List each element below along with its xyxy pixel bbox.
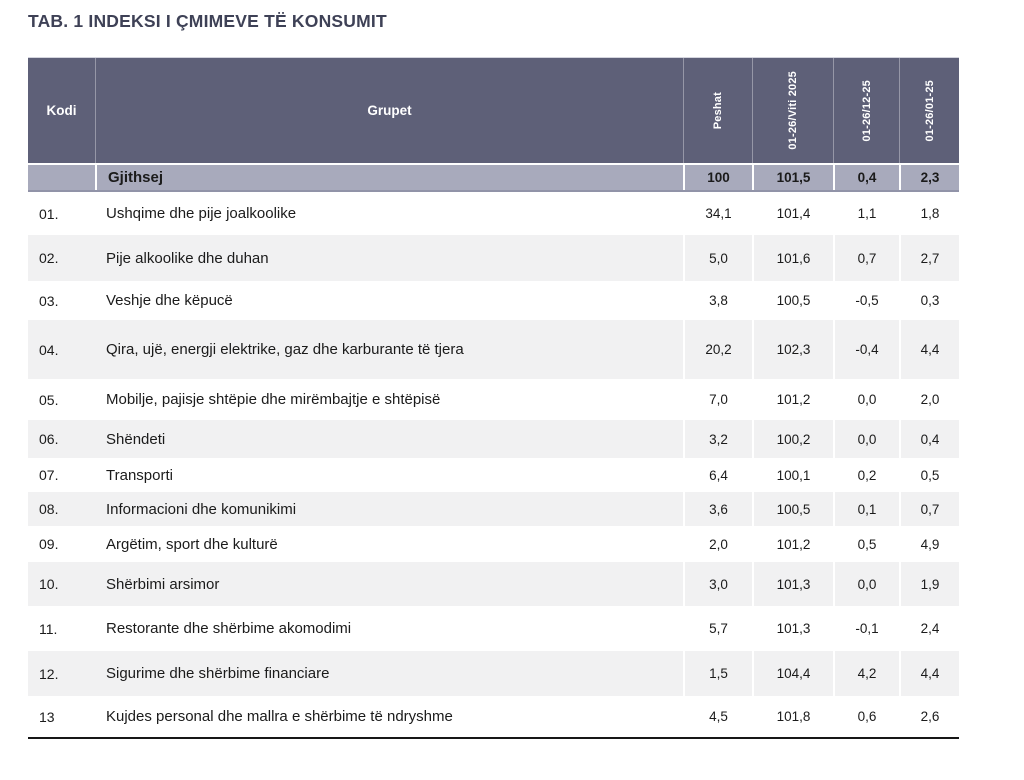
- cell-peshat: 3,2: [683, 420, 752, 458]
- cell-viti: 101,3: [752, 562, 833, 606]
- cell-m01: 2,4: [899, 606, 959, 651]
- cell-m12: -0,4: [833, 320, 899, 379]
- header-label-index-vs-prev-month: 01-26/12-25: [860, 79, 873, 142]
- cell-viti: 100,1: [752, 458, 833, 492]
- cell-viti: 101,3: [752, 606, 833, 651]
- cell-kodi: 11.: [39, 620, 58, 637]
- cell-viti: 102,3: [752, 320, 833, 379]
- cell-m12: -0,5: [833, 281, 899, 320]
- cell-m01: 0,7: [899, 492, 959, 526]
- header-label-kodi: Kodi: [46, 103, 77, 118]
- cell-grupet: Pije alkoolike dhe duhan: [106, 249, 269, 267]
- cell-m01: 2,6: [899, 696, 959, 737]
- table-row: [28, 320, 959, 379]
- cell-kodi: 05.: [39, 391, 59, 408]
- total-cell-grupet: Gjithsej: [95, 165, 683, 190]
- table-row: [28, 420, 959, 458]
- cell-peshat: 34,1: [683, 192, 752, 235]
- page-title: TAB. 1 INDEKSI I ÇMIMEVE TË KONSUMIT: [28, 11, 387, 31]
- cell-m01: 0,3: [899, 281, 959, 320]
- total-cell-kodi: [28, 165, 95, 190]
- cell-peshat: 6,4: [683, 458, 752, 492]
- cell-grupet: Transporti: [106, 466, 173, 484]
- cell-kodi: 01.: [39, 205, 59, 222]
- cell-viti: 101,6: [752, 235, 833, 281]
- header-cell-grupet: [95, 58, 683, 163]
- cell-viti: 100,5: [752, 492, 833, 526]
- cell-grupet: Argëtim, sport dhe kulturë: [106, 535, 278, 553]
- cell-kodi: 08.: [39, 501, 59, 517]
- cell-kodi: 02.: [39, 250, 59, 266]
- cell-grupet: Kujdes personal dhe mallra e shërbime të ndryshme: [106, 708, 453, 725]
- cell-grupet: Restorante dhe shërbime akomodimi: [106, 620, 352, 637]
- cell-m01: 2,7: [899, 235, 959, 281]
- cell-grupet: Shëndeti: [106, 430, 166, 448]
- cell-m12: 0,0: [833, 562, 899, 606]
- cell-peshat: 5,7: [683, 606, 752, 651]
- header-cell-index-vs-prev-month: [833, 58, 899, 163]
- table-row: [28, 651, 959, 696]
- cell-m01: 2,0: [899, 379, 959, 420]
- cell-kodi: 07.: [39, 467, 59, 483]
- cell-m12: 0,6: [833, 696, 899, 737]
- cell-m12: 0,7: [833, 235, 899, 281]
- cell-peshat: 20,2: [683, 320, 752, 379]
- table-row: [28, 492, 959, 526]
- table-row: [28, 235, 959, 281]
- cell-m01: 4,4: [899, 651, 959, 696]
- table-header-row: [28, 57, 959, 163]
- cell-grupet: Ushqime dhe pije joalkoolike: [106, 205, 297, 222]
- table-row: [28, 526, 959, 562]
- cell-m12: 1,1: [833, 192, 899, 235]
- table-row: [28, 606, 959, 651]
- cell-kodi: 09.: [39, 536, 59, 552]
- cell-viti: 104,4: [752, 651, 833, 696]
- cell-m12: 0,1: [833, 492, 899, 526]
- table-row: [28, 458, 959, 492]
- cell-grupet: Shërbimi arsimor: [106, 575, 220, 593]
- cell-m12: 4,2: [833, 651, 899, 696]
- table-row: [28, 192, 959, 235]
- cell-m12: 0,5: [833, 526, 899, 562]
- header-cell-peshat: [683, 58, 752, 163]
- table-row: [28, 562, 959, 606]
- header-label-grupet: Grupet: [367, 103, 412, 118]
- cell-m01: 1,8: [899, 192, 959, 235]
- total-row: [28, 163, 959, 192]
- cell-m12: -0,1: [833, 606, 899, 651]
- cell-kodi: 04.: [39, 341, 59, 358]
- cell-m01: 0,5: [899, 458, 959, 492]
- header-cell-index-vs-year: [752, 58, 833, 163]
- cell-viti: 101,4: [752, 192, 833, 235]
- header-cell-kodi: [28, 58, 95, 163]
- cell-peshat: 4,5: [683, 696, 752, 737]
- cell-peshat: 1,5: [683, 651, 752, 696]
- cell-viti: 101,2: [752, 526, 833, 562]
- total-cell-peshat: 100: [683, 165, 752, 190]
- cell-viti: 100,2: [752, 420, 833, 458]
- cell-grupet: Qira, ujë, energji elektrike, gaz dhe karburante të tjera: [106, 341, 464, 358]
- table-row: [28, 379, 959, 420]
- header-cell-index-vs-prev-jan: [899, 58, 959, 163]
- cpi-table: [28, 57, 959, 739]
- table-row: [28, 281, 959, 320]
- header-label-index-vs-year: 01-26/Viti 2025: [787, 71, 799, 150]
- cell-grupet: Mobilje, pajisje shtëpie dhe mirëmbajtje e shtëpisë: [106, 391, 441, 408]
- header-label-peshat: Peshat: [712, 91, 724, 130]
- cell-kodi: 12.: [39, 665, 59, 682]
- cell-kodi: 06.: [39, 431, 59, 447]
- cell-peshat: 2,0: [683, 526, 752, 562]
- cell-peshat: 5,0: [683, 235, 752, 281]
- cell-m01: 4,4: [899, 320, 959, 379]
- cell-kodi: 13: [39, 708, 55, 725]
- cell-kodi: 10.: [39, 576, 59, 592]
- cell-kodi: 03.: [39, 292, 59, 309]
- cell-m01: 4,9: [899, 526, 959, 562]
- total-cell-m01: 2,3: [899, 165, 959, 190]
- table-row: [28, 696, 959, 737]
- cell-peshat: 3,8: [683, 281, 752, 320]
- total-cell-viti: 101,5: [752, 165, 833, 190]
- cell-grupet: Sigurime dhe shërbime financiare: [106, 665, 330, 682]
- cell-viti: 101,8: [752, 696, 833, 737]
- cell-m01: 0,4: [899, 420, 959, 458]
- cell-peshat: 7,0: [683, 379, 752, 420]
- cell-peshat: 3,6: [683, 492, 752, 526]
- cell-m12: 0,0: [833, 420, 899, 458]
- table-body: [28, 192, 959, 739]
- cell-m01: 1,9: [899, 562, 959, 606]
- cell-grupet: Veshje dhe këpucë: [106, 292, 233, 309]
- cell-m12: 0,2: [833, 458, 899, 492]
- cell-m12: 0,0: [833, 379, 899, 420]
- header-label-index-vs-prev-jan: 01-26/01-25: [923, 79, 936, 142]
- cell-viti: 101,2: [752, 379, 833, 420]
- cell-viti: 100,5: [752, 281, 833, 320]
- cell-peshat: 3,0: [683, 562, 752, 606]
- cell-grupet: Informacioni dhe komunikimi: [106, 500, 297, 518]
- total-cell-m12: 0,4: [833, 165, 899, 190]
